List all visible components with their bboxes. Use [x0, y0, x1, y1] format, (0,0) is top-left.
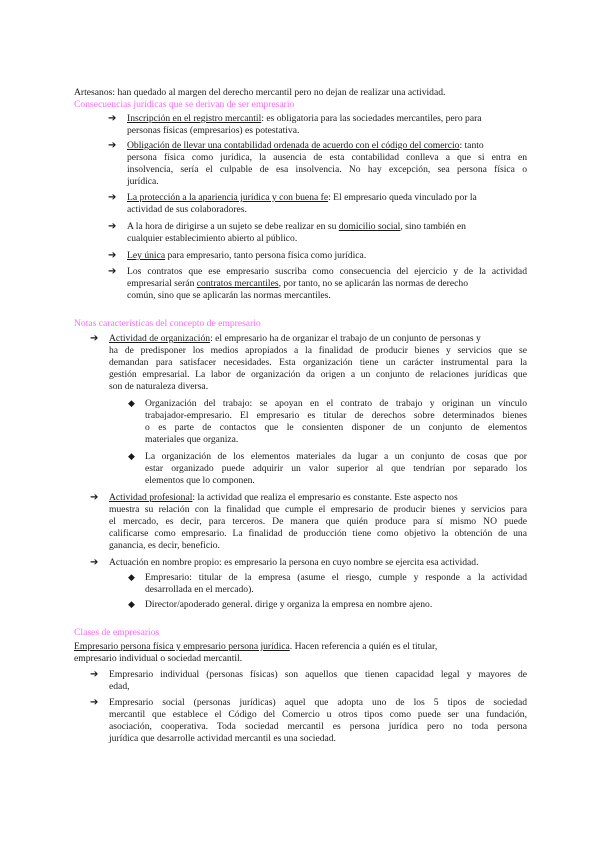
list-item-continuation: actividad de sus colaboradores. [127, 204, 247, 215]
list-item-continuation: jurídica que desarrolle actividad mercantil es una sociedad. [109, 733, 336, 744]
sub-list-item: La organización de los elementos materiales da lugar a un conjunto de cosas que por [145, 451, 527, 462]
sub-list-item-continuation: elementos que lo componen. [145, 475, 255, 486]
arrow-bullet-icon: ➔ [90, 697, 99, 708]
list-item: Inscripción en el registro mercantil: es obligatoria para las sociedades mercantiles, pero para [127, 113, 482, 124]
list-item-continuation: jurídica. [127, 176, 159, 187]
sub-list-item-continuation: trabajador-empresario. El empresario es titular de derechos sobre determinados bienes [145, 410, 527, 421]
clases-intro-continuation: empresario individual o sociedad mercantil. [74, 653, 243, 664]
list-item-continuation: ganancia, es decir, beneficio. [109, 540, 220, 551]
list-item-continuation: empresarial serán contratos mercantiles, por tanto, no se aplicarán las normas de derecho [127, 278, 468, 289]
list-item-continuation: común, sino que se aplicarán las normas mercantiles. [127, 290, 331, 301]
list-item-continuation: el mercado, es decir, para terceros. De manera que quién produce para sí mismo NO puede [109, 516, 527, 527]
sub-list-item-continuation: o es parte de contactos que le consienten disponer de un conjunto de elementos [145, 422, 527, 433]
arrow-bullet-icon: ➔ [90, 492, 99, 503]
arrow-bullet-icon: ➔ [90, 669, 99, 680]
sub-list-item-continuation: materiales que organiza. [145, 434, 239, 445]
sub-list-item-continuation: estar organizado puede adquirir un valor superior al que tendrían por separado los [145, 463, 527, 474]
arrow-bullet-icon: ➔ [90, 333, 99, 344]
sub-list-item: Empresario: titular de la empresa (asume el riesgo, cumple y responde a la actividad [145, 572, 527, 583]
arrow-bullet-icon: ➔ [108, 266, 117, 277]
arrow-bullet-icon: ➔ [108, 250, 117, 261]
list-item: A la hora de dirigirse a un sujeto se debe realizar en su domicilio social, sino también en [127, 221, 466, 232]
list-item-continuation: muestra su relación con la finalidad que cumple el empresario de producir bienes y servicios para [109, 504, 527, 515]
artesanos-text: : han quedado al margen del derecho mercantil pero no dejan de realizar una actividad. [112, 87, 446, 98]
artesanos-label: Artesanos [74, 87, 113, 98]
list-item-continuation: calificarse como empresario. La finalidad de producción tiene como objetivo la obtención de una [109, 528, 527, 539]
sub-list-item-continuation: desarrollada en el mercado). [145, 584, 254, 595]
list-item-continuation: edad, [109, 681, 130, 692]
arrow-bullet-icon: ➔ [108, 192, 117, 203]
clases-intro: Empresario persona física y empresario persona jurídica. Hacen referencia a quién es el titular, [74, 641, 438, 652]
list-item-continuation: ha de predisponer los medios apropiados a la finalidad de producir bienes y servicios que se [109, 345, 527, 356]
list-item-continuation: mercantil que establece el Código del Comercio u otros tipos como puede ser una fundación, [109, 709, 527, 720]
list-item-continuation: asociación, cooperativa. Toda sociedad mercantil es persona jurídica pero no toda persona [109, 721, 527, 732]
list-item: Empresario individual (personas físicas) son aquellos que tienen capacidad legal y mayores de [109, 669, 527, 680]
sub-list-item: Director/apoderado general. dirige y organiza la empresa en nombre ajeno. [145, 599, 433, 610]
diamond-bullet-icon: ◆ [128, 600, 135, 610]
section-heading-clases: Clases de empresarios [74, 627, 160, 638]
list-item: La protección a la apariencia jurídica y con buena fe: El empresario queda vinculado por la [127, 192, 477, 203]
list-item: Empresario social (personas jurídicas) aquel que adopta uno de los 5 tipos de sociedad [109, 697, 527, 708]
list-item-continuation: insolvencia, sería el culpable de esa insolvencia. No hay excepción, sea persona física o [127, 164, 527, 175]
list-item: Obligación de llevar una contabilidad ordenada de acuerdo con el código del comercio: tanto [127, 140, 484, 151]
list-item-continuation: son de naturaleza diversa. [109, 381, 209, 392]
list-item-continuation: personas físicas (empresarios) es potestativa. [127, 125, 300, 136]
list-item-continuation: gestión empresarial. La labor de organización da origen a un conjunto de relaciones jurídicas que [109, 369, 527, 380]
diamond-bullet-icon: ◆ [128, 573, 135, 583]
diamond-bullet-icon: ◆ [128, 399, 135, 409]
section-heading-consecuencias: Consecuencias jurídicas que se derivan de ser empresario [74, 99, 295, 110]
arrow-bullet-icon: ➔ [108, 140, 117, 151]
list-item-continuation: demandan para satisfacer necesidades. Esta organización tiene un carácter instrumental para la [109, 357, 527, 368]
arrow-bullet-icon: ➔ [90, 557, 99, 568]
list-item: Ley única para empresario, tanto persona física como jurídica. [127, 250, 367, 261]
list-item: Actuación en nombre propio: es empresario la persona en cuyo nombre se ejercita esa actividad. [109, 557, 479, 568]
list-item: Actividad profesional: la actividad que realiza el empresario es constante. Este aspecto nos [109, 492, 458, 503]
sub-list-item: Organización del trabajo: se apoyan en el contrato de trabajo y originan un vínculo [145, 398, 527, 409]
artesanos-paragraph [74, 87, 445, 99]
arrow-bullet-icon: ➔ [108, 113, 117, 124]
list-item: Actividad de organización: el empresario ha de organizar el trabajo de un conjunto de personas y [109, 333, 481, 344]
list-item: Los contratos que ese empresario suscriba como consecuencia del ejercicio y de la actividad [127, 266, 527, 277]
section-heading-notas: Notas características del concepto de empresario [74, 318, 261, 329]
list-item-continuation: persona física como jurídica, la ausencia de esta contabilidad conlleva a que si entra en [127, 152, 527, 163]
diamond-bullet-icon: ◆ [128, 452, 135, 462]
arrow-bullet-icon: ➔ [108, 221, 117, 232]
list-item-continuation: cualquier establecimiento abierto al público. [127, 233, 298, 244]
